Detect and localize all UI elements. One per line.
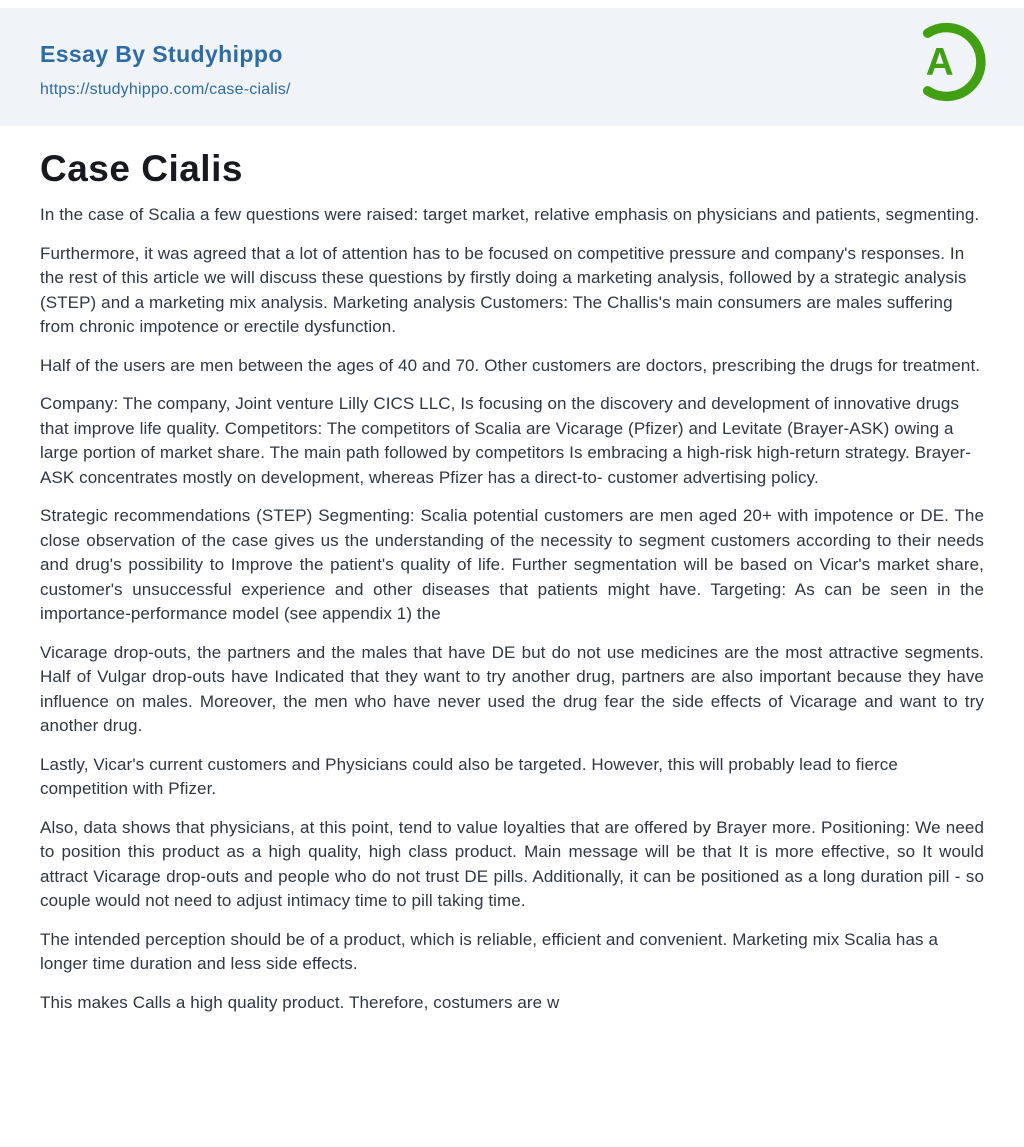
essay-title: Case Cialis	[40, 148, 243, 189]
essay-paragraph-10: This makes Calls a high quality product. Therefore, costumers are w	[40, 992, 560, 1012]
essay-paragraph-8: Also, data shows that physicians, at this point, tend to value loyalties that are offered by Brayer more. Positioning: We need to position this product as a high quality, high class product. Main message will be that It is more effective, so It would attract Vicarage drop-outs and people who do not trust DE pills. Additionally, it can be positioned as a long duration pill - so couple would not need to adjust intimacy time to pill taking time.	[40, 817, 984, 910]
essay-paragraph-2: Furthermore, it was agreed that a lot of attention has to be focused on competitive pressure and company's responses. In the rest of this article we will discuss these questions by firstly doing a marketing analysis, followed by a strategic analysis (STEP) and a marketing mix analysis. Marketing analysis Customers: The Challis's main consumers are males suffering from chronic impotence or erectile dysfunction.	[40, 243, 967, 336]
logo-arc-icon	[901, 19, 987, 105]
essay-paragraph-6: Vicarage drop-outs, the partners and the males that have DE but do not use medicines are the most attractive segments. Half of Vulgar drop-outs have Indicated that they want to try another drug, partners are also important because they have influence on males. Moreover, the men who have never used the drug fear the side effects of Vicarage and want to try another drug.	[40, 642, 984, 735]
site-title: Essay By Studyhippo	[40, 41, 283, 67]
logo-letter: A	[925, 40, 954, 84]
essay-paragraph-1: In the case of Scalia a few questions were raised: target market, relative emphasis on physicians and patients, segmenting.	[40, 205, 980, 224]
essay-content	[0, 148, 1024, 1015]
essay-paragraph-7: Lastly, Vicar's current customers and Physicians could also be targeted. However, this will probably lead to fierce competition with Pfizer.	[40, 754, 898, 798]
essay-url-link[interactable]: https://studyhippo.com/case-cialis/	[40, 81, 291, 98]
essay-paragraph-5: Strategic recommendations (STEP) Segmenting: Scalia potential customers are men aged 20+ with impotence or DE. The close observation of the case gives us the understanding of the necessity to segment customers according to their needs and drug's possibility to Improve the patient's quality of life. Further segmentation will be based on Vicar's market share, customer's unsuccessful experience and other diseases that patients might have. Targeting: As can be seen in the importance-performance model (see appendix 1) the	[40, 506, 984, 623]
essay-paragraph-4: Company: The company, Joint venture Lilly CICS LLC, Is focusing on the discovery and development of innovative drugs that improve life quality. Competitors: The competitors of Scalia are Vicarage (Pfizer) and Levitate (Brayer-ASK) owing a large portion of market share. The main path followed by competitors Is embracing a high-risk high-return strategy. Brayer-ASK concentrates mostly on development, whereas Pfizer has a direct-to- customer advertising policy.	[40, 394, 972, 487]
header-banner	[0, 8, 1024, 126]
essay-paragraph-3: Half of the users are men between the ages of 40 and 70. Other customers are doctors, prescribing the drugs for treatment.	[40, 355, 981, 375]
studyhippo-logo	[901, 19, 987, 105]
essay-paragraph-9: The intended perception should be of a product, which is reliable, efficient and convenient. Marketing mix Scalia has a longer time duration and less side effects.	[40, 929, 938, 973]
